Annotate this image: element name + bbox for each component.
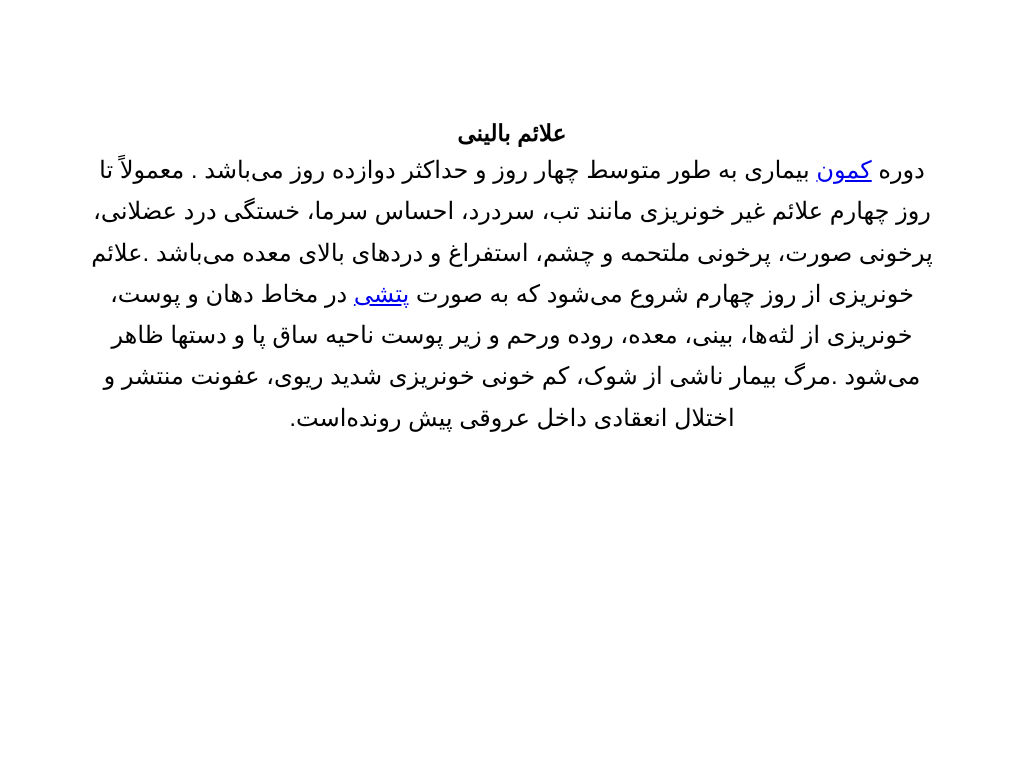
petechiae-link[interactable]: پتشی xyxy=(353,280,410,308)
paragraph-segment: در مخاط دهان و پوست، خونریزی از لثه‌ها، بینی، معده، روده ورحم و زیر پوست ناحیه ساق پا و دستها ظاهر می‌شود .مرگ بیمار ناشی از شوک، کم خونی خونریزی شدید ریوی، عفونت منتشر و اختلال انعقادی داخل عروقی پیش رونده‌است. xyxy=(103,280,921,432)
slide-title: علائم بالینی xyxy=(457,120,567,146)
paragraph-segment: بیماری به طور متوسط چهار روز و حداکثر دوازده روز می‌باشد . معمولاً تا روز چهارم علائم غیر خونریزی مانند تب، سردرد، احساس سرما، خستگی درد عضلانی، پرخونی صورت، پرخونی ملتحمه و چشم، استفراغ و دردهای بالای معده می‌باشد .علائم خونریزی از روز چهارم شروع می‌شود که به صورت xyxy=(91,157,933,308)
body-paragraph xyxy=(80,150,944,439)
incubation-link[interactable]: کمون xyxy=(816,157,872,184)
slide-content xyxy=(80,116,944,439)
paragraph-segment: دوره xyxy=(871,157,925,184)
